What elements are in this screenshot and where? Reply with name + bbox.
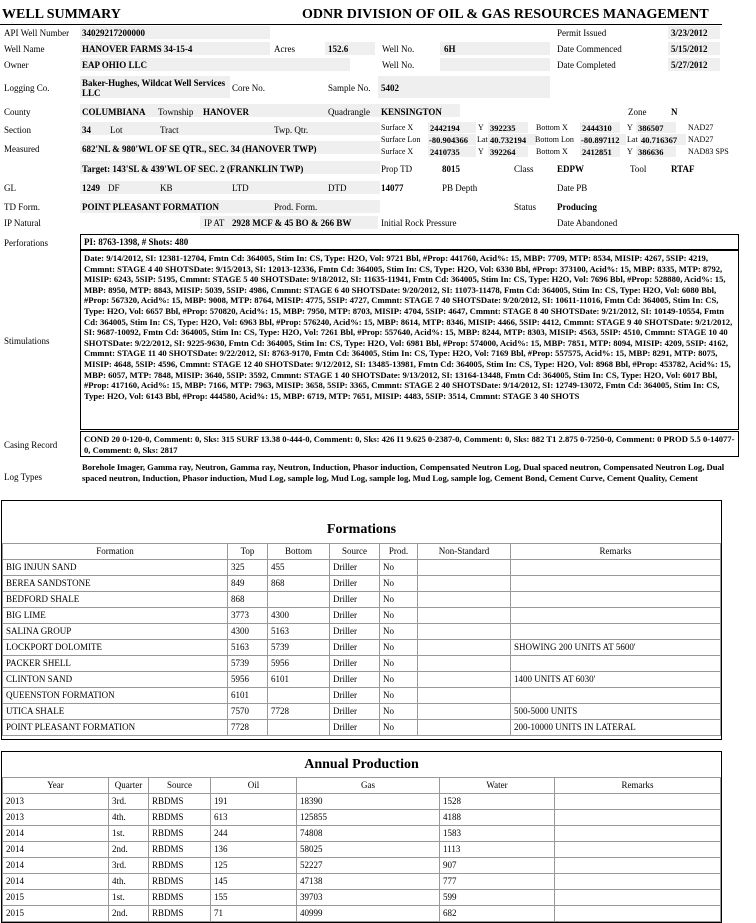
col-oil: Oil — [211, 778, 297, 794]
value-owner: EAP OHIO LLC — [82, 60, 148, 70]
sample-box — [378, 76, 550, 98]
value-surface-lon: -80.904366 — [429, 135, 468, 145]
label-well-no: Well No. — [382, 44, 415, 54]
table-cell: RBDMS — [149, 794, 211, 810]
value-acres: 152.6 — [328, 44, 349, 54]
table-cell: No — [380, 576, 418, 592]
table-cell: QUEENSTON FORMATION — [3, 688, 228, 704]
table-cell: 145 — [211, 874, 297, 890]
table-cell — [418, 560, 511, 576]
table-cell: SALINA GROUP — [3, 624, 228, 640]
table-cell — [511, 624, 721, 640]
table-cell: 1st. — [109, 890, 149, 906]
table-cell: 155 — [211, 890, 297, 906]
table-row — [3, 688, 721, 704]
table-cell: Driller — [330, 656, 380, 672]
table-cell: 40999 — [297, 906, 440, 922]
value-date-commenced: 5/15/2012 — [671, 44, 708, 54]
label-perforations: Perforations — [4, 238, 48, 248]
value-casing: COND 20 0-120-0, Comment: 0, Sks: 315 SURF 13.38 0-444-0, Comment: 0, Sks: 426 I1 9.625 0-2387-0, Comment: 0, Sks: 882 T1 2.875 0-7250-0, Comment: 0 PROD 5.5 0-14077-0, Comment: 0, Sks: 2817 — [84, 434, 735, 455]
label-well-name: Well Name — [4, 44, 45, 54]
value-county: COLUMBIANA — [82, 107, 146, 117]
value-bottom-y: 386507 — [638, 123, 664, 133]
table-cell: Driller — [330, 704, 380, 720]
table-cell: 868 — [268, 576, 330, 592]
table-row — [3, 592, 721, 608]
value-surface-y2: 392264 — [490, 147, 516, 157]
col-prod: Prod. — [380, 544, 418, 560]
table-cell: Driller — [330, 608, 380, 624]
table-cell: BEDFORD SHALE — [3, 592, 228, 608]
label-bottom-lon: Bottom Lon — [535, 135, 574, 144]
label-surface-x2: Surface X — [381, 147, 414, 156]
table-cell — [555, 874, 721, 890]
table-cell: No — [380, 624, 418, 640]
table-cell: 191 — [211, 794, 297, 810]
table-cell: No — [380, 592, 418, 608]
label-measured: Measured — [4, 144, 40, 154]
production-title: Annual Production — [304, 757, 419, 772]
table-cell: UTICA SHALE — [3, 704, 228, 720]
label-y1: Y — [478, 123, 484, 132]
label-prop-td: Prop TD — [381, 164, 413, 174]
table-cell: RBDMS — [149, 810, 211, 826]
well-no-box — [440, 42, 550, 55]
value-bottom-x: 2444310 — [582, 123, 612, 133]
table-cell: 200-10000 UNITS IN LATERAL — [511, 720, 721, 736]
table-cell: 2014 — [3, 858, 109, 874]
table-cell — [555, 810, 721, 826]
table-cell — [555, 826, 721, 842]
value-quadrangle: KENSINGTON — [381, 107, 442, 117]
value-gl: 1249 — [82, 183, 100, 193]
table-cell — [511, 688, 721, 704]
table-cell: Driller — [330, 688, 380, 704]
label-lat1: Lat — [477, 135, 488, 144]
table-cell: CLINTON SAND — [3, 672, 228, 688]
col-source: Source — [330, 544, 380, 560]
table-cell: 4th. — [109, 874, 149, 890]
table-cell: 4300 — [228, 624, 268, 640]
label-county: County — [4, 107, 31, 117]
value-sample-no: 5402 — [381, 83, 399, 93]
label-sample-no: Sample No. — [328, 83, 371, 93]
formations-header-row — [3, 544, 721, 560]
table-cell — [418, 704, 511, 720]
label-gl: GL — [4, 183, 16, 193]
table-cell: 613 — [211, 810, 297, 826]
label-pb-depth: PB Depth — [442, 183, 478, 193]
value-date-completed: 5/27/2012 — [671, 60, 708, 70]
table-cell: 2013 — [3, 810, 109, 826]
table-cell: SHOWING 200 UNITS AT 5600' — [511, 640, 721, 656]
table-cell: 2015 — [3, 890, 109, 906]
value-well-name: HANOVER FARMS 34-15-4 — [82, 44, 193, 54]
table-row — [3, 624, 721, 640]
label-initial-rock: Initial Rock Pressure — [381, 218, 457, 228]
table-row — [3, 656, 721, 672]
table-cell — [511, 592, 721, 608]
value-bottom-lat: 40.716367 — [641, 135, 678, 145]
col-formation: Formation — [3, 544, 228, 560]
table-cell: 7570 — [228, 704, 268, 720]
value-dtd: 14077 — [381, 183, 404, 193]
table-cell: Driller — [330, 672, 380, 688]
table-cell: 455 — [268, 560, 330, 576]
table-cell — [511, 656, 721, 672]
label-nad27-b: NAD27 — [688, 135, 714, 144]
table-cell: 682 — [440, 906, 555, 922]
value-township: HANOVER — [203, 107, 250, 117]
table-cell: 58025 — [297, 842, 440, 858]
label-date-pb: Date PB — [557, 183, 588, 193]
label-surface-lon: Surface Lon — [381, 135, 421, 144]
table-cell: 849 — [228, 576, 268, 592]
label-zone: Zone — [628, 107, 647, 117]
table-row — [3, 608, 721, 624]
label-y3: Y — [478, 147, 484, 156]
table-cell — [268, 720, 330, 736]
table-cell: 2nd. — [109, 842, 149, 858]
table-cell: RBDMS — [149, 874, 211, 890]
label-logging: Logging Co. — [4, 83, 50, 93]
formations-table — [2, 543, 721, 736]
label-status: Status — [514, 202, 537, 212]
col-water: Water — [440, 778, 555, 794]
table-cell: 5739 — [268, 640, 330, 656]
table-cell: RBDMS — [149, 826, 211, 842]
table-cell — [418, 592, 511, 608]
table-row — [3, 906, 721, 922]
table-cell: 1583 — [440, 826, 555, 842]
table-cell: RBDMS — [149, 890, 211, 906]
table-cell: 18390 — [297, 794, 440, 810]
table-cell — [511, 576, 721, 592]
well-no2-box — [440, 58, 550, 71]
table-cell: RBDMS — [149, 858, 211, 874]
table-cell: Driller — [330, 640, 380, 656]
value-section: 34 — [82, 125, 91, 135]
table-cell: 125 — [211, 858, 297, 874]
table-cell: PACKER SHELL — [3, 656, 228, 672]
col-prod-remarks: Remarks — [555, 778, 721, 794]
table-cell: RBDMS — [149, 842, 211, 858]
value-well-no: 6H — [444, 44, 456, 54]
label-date-commenced: Date Commenced — [557, 44, 622, 54]
label-ip-at: IP AT — [204, 218, 225, 228]
table-cell — [418, 672, 511, 688]
table-row — [3, 560, 721, 576]
table-cell: 5163 — [228, 640, 268, 656]
table-cell — [555, 842, 721, 858]
table-cell: 5739 — [228, 656, 268, 672]
label-casing: Casing Record — [4, 440, 58, 450]
table-cell: Driller — [330, 560, 380, 576]
value-class: EDPW — [557, 164, 584, 174]
table-cell: 868 — [228, 592, 268, 608]
value-prop-td: 8015 — [442, 164, 460, 174]
table-cell: 907 — [440, 858, 555, 874]
header-rule — [0, 24, 722, 25]
value-surface-x: 2442194 — [430, 123, 460, 133]
table-cell: 125855 — [297, 810, 440, 826]
label-township: Township — [158, 107, 194, 117]
table-cell: 7728 — [228, 720, 268, 736]
table-row — [3, 720, 721, 736]
value-target: Target: 143'SL & 439'WL OF SEC. 2 (FRANKLIN TWP) — [82, 164, 304, 174]
production-table — [2, 777, 721, 922]
table-cell: No — [380, 656, 418, 672]
label-nad27-a: NAD27 — [688, 123, 714, 132]
label-td-form: TD Form. — [4, 202, 40, 212]
table-cell: 500-5000 UNITS — [511, 704, 721, 720]
value-surface-y: 392235 — [490, 123, 516, 133]
label-well-no2: Well No. — [382, 60, 415, 70]
table-row — [3, 810, 721, 826]
table-cell — [555, 890, 721, 906]
table-cell: RBDMS — [149, 906, 211, 922]
table-row — [3, 640, 721, 656]
table-cell: 47138 — [297, 874, 440, 890]
table-cell: Driller — [330, 592, 380, 608]
table-cell: No — [380, 608, 418, 624]
table-cell: BEREA SANDSTONE — [3, 576, 228, 592]
value-permit-issued: 3/23/2012 — [671, 28, 708, 38]
table-cell: 4300 — [268, 608, 330, 624]
table-cell: No — [380, 688, 418, 704]
label-prod-form: Prod. Form. — [274, 202, 318, 212]
table-cell — [555, 906, 721, 922]
table-cell: 2nd. — [109, 906, 149, 922]
table-row — [3, 672, 721, 688]
label-lot: Lot — [110, 125, 123, 135]
label-core-no: Core No. — [232, 83, 265, 93]
table-cell — [555, 858, 721, 874]
section-box — [80, 122, 380, 135]
table-cell — [418, 624, 511, 640]
col-prod-source: Source — [149, 778, 211, 794]
table-cell: 71 — [211, 906, 297, 922]
label-df: DF — [108, 183, 120, 193]
table-cell: 52227 — [297, 858, 440, 874]
table-cell — [268, 592, 330, 608]
value-logging: Baker-Hughes, Wildcat Well Services LLC — [82, 78, 226, 98]
table-cell: 599 — [440, 890, 555, 906]
col-non-standard: Non-Standard — [418, 544, 511, 560]
label-bottom-x: Bottom X — [536, 123, 568, 132]
label-twp-qtr: Twp. Qtr. — [274, 125, 309, 135]
table-cell: No — [380, 672, 418, 688]
label-lat2: Lat — [627, 135, 638, 144]
table-row — [3, 842, 721, 858]
label-y4: Y — [627, 147, 633, 156]
label-date-completed: Date Completed — [557, 60, 616, 70]
table-cell: 5956 — [268, 656, 330, 672]
table-row — [3, 794, 721, 810]
table-cell: 5956 — [228, 672, 268, 688]
label-tool: Tool — [630, 164, 647, 174]
label-date-abandoned: Date Abandoned — [557, 218, 618, 228]
col-remarks: Remarks — [511, 544, 721, 560]
formations-title: Formations — [326, 522, 397, 537]
value-zone: N — [671, 107, 678, 117]
table-cell: 7728 — [268, 704, 330, 720]
table-cell: 2013 — [3, 794, 109, 810]
table-cell: LOCKPORT DOLOMITE — [3, 640, 228, 656]
table-row — [3, 890, 721, 906]
value-surface-lat: 40.732194 — [490, 135, 527, 145]
label-stimulations: Stimulations — [4, 336, 50, 346]
table-cell: 136 — [211, 842, 297, 858]
label-api: API Well Number — [4, 28, 70, 38]
table-cell: No — [380, 640, 418, 656]
label-nad83: NAD83 SPS — [688, 147, 729, 156]
table-cell: No — [380, 560, 418, 576]
value-perforations: PI: 8763-1398, # Shots: 480 — [84, 237, 189, 247]
table-cell — [268, 688, 330, 704]
table-cell: BIG LIME — [3, 608, 228, 624]
value-td-form: POINT PLEASANT FORMATION — [82, 202, 220, 212]
table-cell: 244 — [211, 826, 297, 842]
table-cell: 2014 — [3, 874, 109, 890]
value-log-types: Borehole Imager, Gamma ray, Neutron, Gamma ray, Neutron, Induction, Phasor induction, Compensated Neutron Log, Dual spaced neutron, Compensated Neutron Log, Dual spaced neutron, Induction, Phasor induction, Mud Log, sample log, Mud Log, sample log, Mud Log, sample log, Cement Bond, Cement Curve, Cement Quality, Cement — [82, 462, 725, 483]
label-section: Section — [4, 125, 31, 135]
table-cell: 1400 UNITS AT 6030' — [511, 672, 721, 688]
table-cell: Driller — [330, 720, 380, 736]
table-cell — [418, 576, 511, 592]
well-summary-title: WELL SUMMARY — [2, 7, 121, 22]
table-cell: 2014 — [3, 842, 109, 858]
table-cell — [511, 560, 721, 576]
label-owner: Owner — [4, 60, 29, 70]
value-surface-x2: 2410735 — [430, 147, 460, 157]
table-cell: 3rd. — [109, 858, 149, 874]
col-quarter: Quarter — [109, 778, 149, 794]
table-row — [3, 576, 721, 592]
label-ip-natural: IP Natural — [4, 218, 41, 228]
table-cell: 4188 — [440, 810, 555, 826]
table-cell — [418, 688, 511, 704]
value-measured: 682'NL & 980'WL OF SE QTR., SEC. 34 (HANOVER TWP) — [82, 144, 317, 154]
col-gas: Gas — [297, 778, 440, 794]
table-cell: 5163 — [268, 624, 330, 640]
label-quadrangle: Quadrangle — [328, 107, 370, 117]
col-top: Top — [228, 544, 268, 560]
table-row — [3, 704, 721, 720]
value-tool: RTAF — [671, 164, 695, 174]
label-log-types: Log Types — [4, 472, 42, 482]
table-cell: No — [380, 704, 418, 720]
table-cell — [555, 794, 721, 810]
table-cell: 1528 — [440, 794, 555, 810]
table-cell — [511, 608, 721, 624]
value-bottom-x2: 2412851 — [582, 147, 612, 157]
label-permit-issued: Permit Issued — [557, 28, 607, 38]
table-cell: Driller — [330, 624, 380, 640]
value-stimulations: Date: 9/14/2012, SI: 12381-12704, Fmtn Cd: 364005, Stim In: CS, Type: H2O, Vol: 9721 Bbl, #Prop: 441760, Acid%: 15, MBP: 7709, MTP: 8534, MISIP: 4267, 5SIP: 4219, Cmmnt: STAGE 4 40 SHOTSDate: 9/15/2013, SI: 12013-12336, Fmtn Cd: 364005, Stim In: CS, Type: H2O, Vol: 6330 Bbl, #Prop: 373100, Acid%: 15, MBP: 8335, MTP: 8792, MISIP: 6243, 5SIP: 5195, Cmmnt: STAGE 5 40 SHOTSDate: 9/18/2012, SI: 11635-11941, Fmtn Cd: 364005, Stim In: CS, Type: H2O, Vol: 7696 Bbl, #Prop: 528880, Acid%: 15, MBP: 8950, MTP: 8843, MISIP: 5039, 5SIP: 4986, Cmmnt: STAGE 6 40 SHOTSDate: 9/20/2012, SI: 11073-11478, Fmtn Cd: 364005, Stim In: CS, Type: H2O, Vol: 6080 Bbl, #Prop: 567320, Acid%: 15, MBP: 9008, MTP: 8764, MISIP: 4775, 5SIP: 4727, Cmmnt: STAGE 7 40 SHOTSDate: 9/20/2012, SI: 10611-11016, Fmtn Cd: 364005, Stim In: CS, Type: H2O, Vol: 6657 Bbl, #Prop: 570820, Acid%: 15, MBP: 7950, MTP: 8703, MISIP: 4704, 5SIP: 4647, Cmmnt: STAGE 8 40 SHOTSDate: 9/21/2012, SI: 10149-10554, Fmtn Cd: 364005, Stim In: CS, Type: H2O, Vol: 6963 Bbl, #Prop: 576240, Acid%: 15, MBP: 8614, MTP: 8346, MISIP: 4466, 5SIP: 4412, Cmmnt: STAGE 9 40 SHOTSDate: 9/21/2012, SI: 9687-10092, Fmtn Cd: 364005, Stim In: CS, Type: H2O, Vol: 7261 Bbl, #Prop: 557640, Acid%: 15, MBP: 8244, MTP: 8303, MISIP: 4563, 5SIP: 4510, Cmmnt: STAGE 10 40 SHOTSDate: 9/22/2012, SI: 9225-9630, Fmtn Cd: 364005, Stim In: CS, Type: H2O, Vol: 6981 Bbl, #Prop: 574000, Acid%: 15, MBP: 7851, MTP: 8094, MISIP: 4209, 5SIP: 4162, Cmmnt: STAGE 11 40 SHOTSDate: 9/22/2012, SI: 8763-9170, Fmtn Cd: 364005, Stim In: CS, Type: H2O, Vol: 7169 Bbl, #Prop: 557575, Acid%: 15, MBP: 8291, MTP: 8075, MISIP: 4648, 5SIP: 4596, Cmmnt: STAGE 12 40 SHOTSDate: 9/12/2012, SI: 13485-13981, Fmtn Cd: 364005, Stim In: CS, Type: H2O, Vol: 8968 Bbl, #Prop: 453782, Acid%: 15, MBP: 6057, MTP: 7848, MISIP: 3640, 5SIP: 3592, Cmmnt: STAGE 1 40 SHOTSDate: 9/13/2012, SI: 13164-13448, Fmtn Cd: 364005, Stim In: CS, Type: H2O, Vol: 6017 Bbl, #Prop: 417160, Acid%: 15, MBP: 7166, MTP: 7963, MISIP: 3658, 5SIP: 3365, Cmmnt: STAGE 2 40 SHOTSDate: 9/14/2012, SI: 12749-13072, Fmtn Cd: 364005, Stim In: CS, Type: H2O, Vol: 6143 Bbl, #Prop: 444580, Acid%: 15, MBP: 6719, MTP: 7651, MISIP: 4483, 5SIP: 3514, Cmmnt: STAGE 3 40 SHOTS — [84, 253, 733, 401]
production-header-row — [3, 778, 721, 794]
table-row — [3, 858, 721, 874]
table-cell: 1113 — [440, 842, 555, 858]
table-cell: 39703 — [297, 890, 440, 906]
label-kb: KB — [160, 183, 173, 193]
label-y2: Y — [627, 123, 633, 132]
table-row — [3, 874, 721, 890]
table-cell: 777 — [440, 874, 555, 890]
value-status: Producing — [557, 202, 597, 212]
table-cell: POINT PLEASANT FORMATION — [3, 720, 228, 736]
col-bottom: Bottom — [268, 544, 330, 560]
table-cell: BIG INJUN SAND — [3, 560, 228, 576]
table-cell: 2015 — [3, 906, 109, 922]
value-bottom-y2: 386636 — [638, 147, 664, 157]
table-cell: 3rd. — [109, 794, 149, 810]
table-cell: 6101 — [268, 672, 330, 688]
value-api: 34029217200000 — [82, 28, 145, 38]
table-cell: 6101 — [228, 688, 268, 704]
value-bottom-lon: -80.897112 — [581, 135, 620, 145]
label-bottom-x2: Bottom X — [536, 147, 568, 156]
table-cell — [418, 608, 511, 624]
table-cell: 3773 — [228, 608, 268, 624]
value-ip-at: 2928 MCF & 45 BO & 266 BW — [232, 218, 352, 228]
table-cell: Driller — [330, 576, 380, 592]
table-cell — [418, 656, 511, 672]
table-cell: 74808 — [297, 826, 440, 842]
table-cell: 1st. — [109, 826, 149, 842]
table-cell: 325 — [228, 560, 268, 576]
label-surface-x: Surface X — [381, 123, 414, 132]
table-cell: 4th. — [109, 810, 149, 826]
table-cell: No — [380, 720, 418, 736]
label-acres: Acres — [274, 44, 295, 54]
label-tract: Tract — [160, 125, 179, 135]
table-cell: 2014 — [3, 826, 109, 842]
table-cell — [418, 720, 511, 736]
table-row — [3, 826, 721, 842]
table-cell — [418, 640, 511, 656]
odnr-title: ODNR DIVISION OF OIL & GAS RESOURCES MANAGEMENT — [302, 7, 709, 22]
col-year: Year — [3, 778, 109, 794]
label-class: Class — [514, 164, 534, 174]
label-dtd: DTD — [328, 183, 347, 193]
label-ltd: LTD — [232, 183, 249, 193]
